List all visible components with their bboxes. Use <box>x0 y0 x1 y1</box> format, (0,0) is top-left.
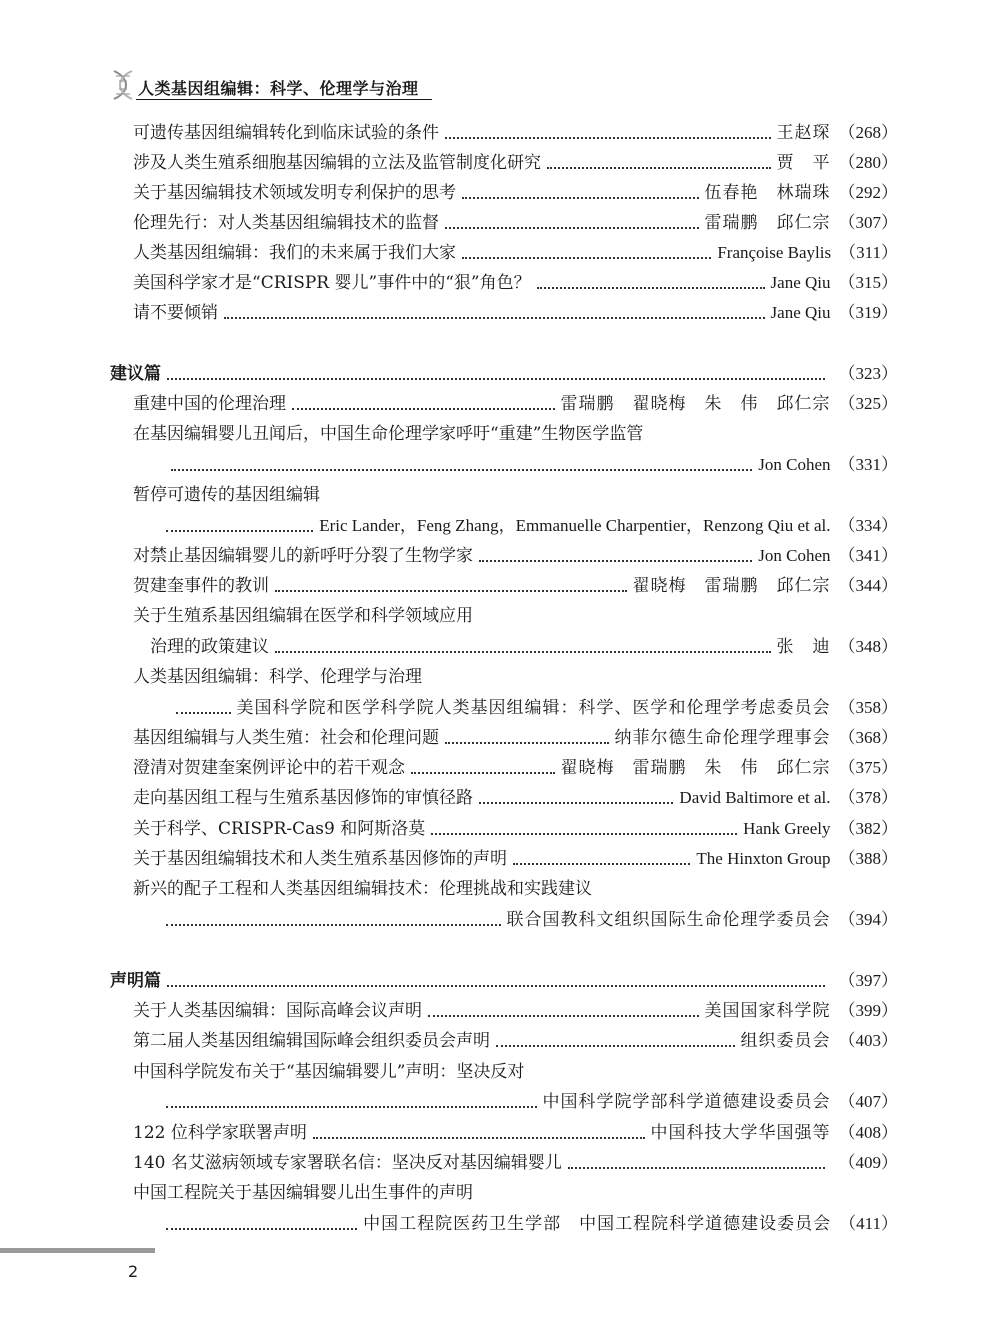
entry-page: （319） <box>838 303 898 322</box>
dot-leader <box>496 1045 735 1047</box>
entry-page: （268） <box>838 123 898 142</box>
dot-leader <box>445 742 609 744</box>
entry-title: 关于人类基因编辑：国际高峰会议声明 <box>133 1001 422 1021</box>
toc-entry-title-line[interactable] <box>133 658 898 688</box>
dot-leader <box>445 227 699 229</box>
footer-bar <box>0 1248 155 1253</box>
dot-leader <box>462 197 699 199</box>
dot-leader <box>167 985 825 987</box>
toc-entry-continuation[interactable] <box>160 507 898 537</box>
entry-author: 中国工程院医药卫生学部 中国工程院科学道德建设委员会 <box>363 1214 832 1234</box>
entry-author: Jon Cohen <box>758 546 831 565</box>
entry-author: Jon Cohen <box>758 455 831 474</box>
dot-leader <box>166 530 313 532</box>
dot-leader <box>411 772 555 774</box>
entry-title: 美国科学家才是“CRISPR 婴儿”事件中的“狠”角色？ <box>133 273 531 293</box>
entry-author: 翟晓梅 雷瑞鹏 邱仁宗 <box>632 576 831 596</box>
toc-entry[interactable] <box>133 114 898 144</box>
entry-author: The Hinxton Group <box>696 849 831 868</box>
entry-title: 122 位科学家联署声明 <box>133 1123 307 1143</box>
entry-author: 伍春艳 林瑞珠 <box>704 183 831 203</box>
toc-entry[interactable] <box>133 264 898 294</box>
toc-entry-continuation[interactable] <box>165 446 898 476</box>
dot-leader <box>547 167 771 169</box>
entry-page: （388） <box>838 849 898 868</box>
entry-page: （307） <box>838 213 898 232</box>
entry-title: 人类基因组编辑：我们的未来属于我们大家 <box>133 243 456 263</box>
header-rule <box>136 99 432 100</box>
entry-title: 新兴的配子工程和人类基因组编辑技术：伦理挑战和实践建议 <box>133 879 592 899</box>
section-heading-jianyi[interactable] <box>110 355 898 385</box>
entry-title: 关于基因编辑技术领域发明专利保护的思考 <box>133 183 456 203</box>
entry-title-continued: 治理的政策建议 <box>150 637 269 657</box>
entry-title: 基因组编辑与人类生殖：社会和伦理问题 <box>133 728 439 748</box>
entry-author: Jane Qiu <box>770 273 831 292</box>
dot-leader <box>513 863 690 865</box>
entry-author: 雷瑞鹏 翟晓梅 朱 伟 邱仁宗 <box>560 394 831 414</box>
entry-page: （311） <box>839 243 898 262</box>
entry-author: Jane Qiu <box>770 303 831 322</box>
toc-entry[interactable] <box>133 1144 898 1174</box>
entry-author: Françoise Baylis <box>717 243 832 262</box>
dot-leader <box>176 712 231 714</box>
dot-leader <box>568 1167 825 1169</box>
dot-leader <box>537 287 765 289</box>
entry-page: （375） <box>838 758 898 777</box>
toc-entry[interactable] <box>133 234 898 264</box>
entry-page: （408） <box>838 1123 898 1142</box>
toc-entry[interactable] <box>133 719 898 749</box>
dot-leader <box>171 469 752 471</box>
entry-author: 翟晓梅 雷瑞鹏 朱 伟 邱仁宗 <box>560 758 831 778</box>
dot-leader <box>166 924 501 926</box>
toc-entry[interactable] <box>133 537 898 567</box>
dot-leader <box>167 378 825 380</box>
entry-page: （315） <box>838 273 898 292</box>
toc-entry[interactable] <box>133 749 898 779</box>
dot-leader <box>166 1228 357 1230</box>
entry-page: （280） <box>838 153 898 172</box>
dot-leader <box>275 651 771 653</box>
entry-author: 美国科学院和医学科学院人类基因组编辑：科学、医学和伦理学考虑委员会 <box>236 698 831 718</box>
entry-author: Hank Greely <box>743 819 831 838</box>
entry-title: 在基因编辑婴儿丑闻后，中国生命伦理学家呼吁“重建”生物医学监管 <box>133 424 644 444</box>
dot-leader <box>462 257 711 259</box>
entry-title: 中国工程院关于基因编辑婴儿出生事件的声明 <box>133 1183 473 1203</box>
entry-author: 美国国家科学院 <box>704 1001 831 1021</box>
entry-author: David Baltimore et al. <box>679 788 831 807</box>
section-title: 建议篇 <box>110 364 161 384</box>
toc-entry[interactable] <box>133 840 898 870</box>
section-page: （323） <box>838 364 898 383</box>
entry-title: 关于基因组编辑技术和人类生殖系基因修饰的声明 <box>133 849 507 869</box>
entry-author: 纳菲尔德生命伦理学理事会 <box>614 728 831 748</box>
entry-author: 贾 平 <box>776 153 831 173</box>
entry-page: （407） <box>838 1092 898 1111</box>
entry-title: 第二届人类基因组编辑国际峰会组织委员会声明 <box>133 1031 490 1051</box>
toc-entry[interactable] <box>133 204 898 234</box>
dot-leader <box>224 317 765 319</box>
entry-title: 中国科学院发布关于“基因编辑婴儿”声明：坚决反对 <box>133 1062 525 1082</box>
toc-entry-title-line[interactable] <box>133 476 898 506</box>
toc-entry-continuation[interactable] <box>170 689 898 719</box>
running-header <box>110 66 430 106</box>
toc-entry[interactable] <box>133 144 898 174</box>
entry-author: 雷瑞鹏 邱仁宗 <box>704 213 831 233</box>
entry-title: 140 名艾滋病领域专家署联名信：坚决反对基因编辑婴儿 <box>133 1153 562 1173</box>
dot-leader <box>479 560 752 562</box>
toc-entry-continuation[interactable] <box>160 1205 898 1235</box>
toc-entry-continuation[interactable] <box>160 1083 898 1113</box>
entry-page: （403） <box>838 1031 898 1050</box>
entry-page: （399） <box>838 1001 898 1020</box>
toc-entry-continuation[interactable] <box>150 628 898 658</box>
entry-page: （368） <box>838 728 898 747</box>
dot-leader <box>479 802 673 804</box>
toc-entry[interactable] <box>133 992 898 1022</box>
entry-author: Eric Lander，Feng Zhang，Emmanuelle Charpentier，Renzong Qiu et al. <box>319 516 831 535</box>
toc-entry[interactable] <box>133 1022 898 1052</box>
entry-title: 贺建奎事件的教训 <box>133 576 269 596</box>
entry-title: 关于生殖系基因组编辑在医学和科学领域应用 <box>133 606 473 626</box>
entry-title: 关于科学、CRISPR-Cas9 和阿斯洛莫 <box>133 819 426 839</box>
toc-entry[interactable] <box>133 294 898 324</box>
running-title: 人类基因组编辑：科学、伦理学与治理 <box>138 79 419 98</box>
entry-author: 中国科学院学部科学道德建设委员会 <box>542 1092 831 1112</box>
entry-page: （394） <box>838 910 898 929</box>
entry-title: 请不要倾销 <box>133 303 218 323</box>
toc-entry[interactable] <box>133 567 898 597</box>
entry-title: 可遗传基因组编辑转化到临床试验的条件 <box>133 123 439 143</box>
toc-entry-title-line[interactable] <box>133 1053 898 1083</box>
entry-author: 王赵琛 <box>776 123 831 143</box>
toc-entry[interactable] <box>133 1114 898 1144</box>
entry-author: 中国科技大学华国强等 <box>650 1123 831 1143</box>
entry-page: （411） <box>839 1214 898 1233</box>
entry-page: （378） <box>838 788 898 807</box>
toc-entry-continuation[interactable] <box>160 901 898 931</box>
entry-page: （325） <box>838 394 898 413</box>
entry-page: （348） <box>838 637 898 656</box>
entry-author: 联合国教科文组织国际生命伦理学委员会 <box>506 910 831 930</box>
entry-page: （341） <box>838 546 898 565</box>
entry-page: （358） <box>838 698 898 717</box>
section-page: （397） <box>838 971 898 990</box>
entry-title: 澄清对贺建奎案例评论中的若干观念 <box>133 758 405 778</box>
toc-entry[interactable] <box>133 174 898 204</box>
dot-leader <box>313 1137 645 1139</box>
entry-title: 重建中国的伦理治理 <box>133 394 286 414</box>
entry-title: 走向基因组工程与生殖系基因修饰的审慎径路 <box>133 788 473 808</box>
dna-helix-logo-icon <box>110 68 136 102</box>
toc-entry[interactable] <box>133 779 898 809</box>
dot-leader <box>166 1106 537 1108</box>
entry-title: 伦理先行：对人类基因组编辑技术的监督 <box>133 213 439 233</box>
dot-leader <box>275 590 627 592</box>
toc-entry[interactable] <box>133 385 898 415</box>
dot-leader <box>445 137 771 139</box>
toc-entry[interactable] <box>133 810 898 840</box>
entry-page: （382） <box>838 819 898 838</box>
entry-title: 人类基因组编辑：科学、伦理学与治理 <box>133 667 422 687</box>
dot-leader <box>428 1015 699 1017</box>
toc-entry-title-line[interactable] <box>133 870 898 900</box>
toc-entry-title-line[interactable] <box>133 1174 898 1204</box>
section-title: 声明篇 <box>110 971 161 991</box>
entry-page: （331） <box>838 455 898 474</box>
entry-page: （409） <box>838 1153 898 1172</box>
toc-entry-title-line[interactable] <box>133 415 898 445</box>
section-heading-shengming[interactable] <box>110 962 898 992</box>
entry-title: 对禁止基因编辑婴儿的新呼吁分裂了生物学家 <box>133 546 473 566</box>
dot-leader <box>431 833 737 835</box>
toc-entry-title-line[interactable] <box>133 597 898 627</box>
entry-page: （344） <box>838 576 898 595</box>
entry-title: 暂停可遗传的基因组编辑 <box>133 485 320 505</box>
entry-page: （292） <box>838 183 898 202</box>
dot-leader <box>292 408 555 410</box>
entry-title: 涉及人类生殖系细胞基因编辑的立法及监管制度化研究 <box>133 153 541 173</box>
entry-author: 张 迪 <box>776 637 831 657</box>
page-number: 2 <box>128 1262 139 1281</box>
entry-author: 组织委员会 <box>740 1031 831 1051</box>
entry-page: （334） <box>838 516 898 535</box>
